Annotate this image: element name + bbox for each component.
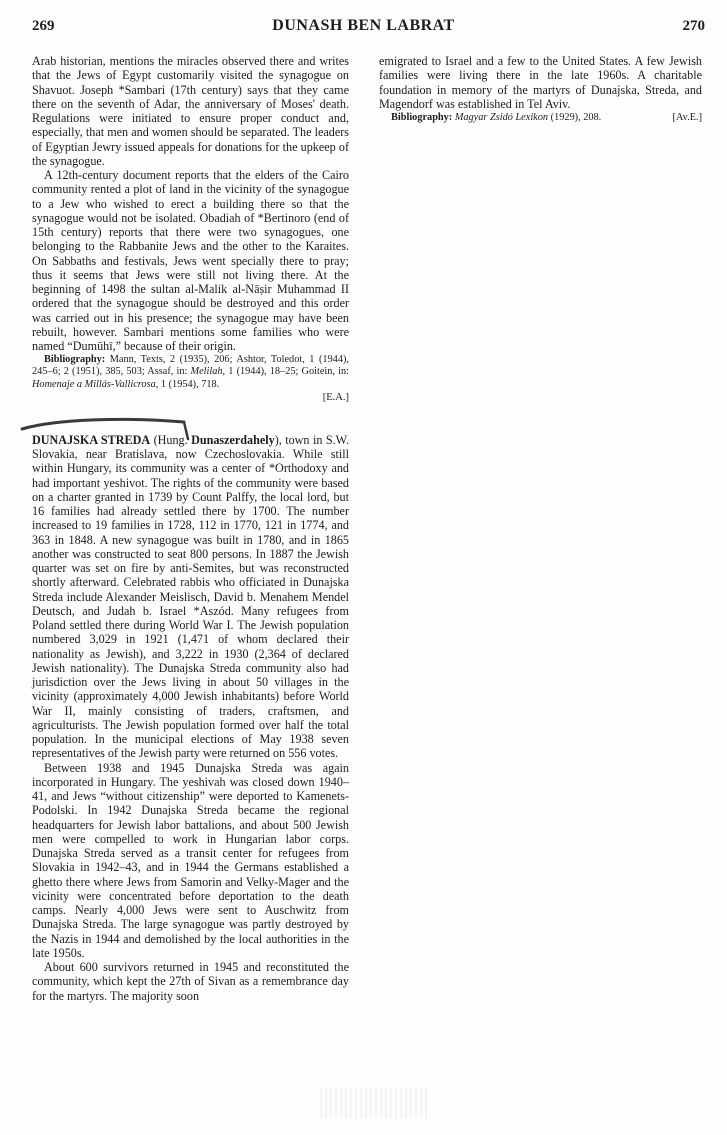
paragraph: emigrated to Israel and a few to the United States. A few Jewish families were living there in the late 1960s. A charitable foundation in memory of the martyrs of Dunajska, Streda, and Magendorf was established in Tel Aviv. (379, 54, 702, 111)
entry-dunajska-streda: DUNAJSKA STREDA (Hung. Dunaszerdahely), town in S.W. Slovakia, near Bratislava, now Czechoslovakia. While still within Hungary, its community was a center of *Orthodoxy and had important yeshivot. The rights of the community were based on a charter granted in 1739 by Count Palffy, the local lord, but 16 families had already settled there by 1700. The number increased to 19 families in 1728, 112 in 1770, 121 in 1774, and 363 in 1848. A new synagogue was built in 1780, and in 1865 another was constructed to seat 800 persons. In 1887 the Jewish quarter was set on fire by anti-Semites, but was reconstructed shortly afterward. Celebrated rabbis who officiated in Dunajska Streda include Alexander Meislisch, David b. Menahem Mendel Deutsch, and Judah b. Israel *Aszód. Many refugees from Poland settled there during World War I. The Jewish population numbered 3,029 in 1921 (1,471 of whom declared their nationality as Jewish), and 3,222 in 1930 (2,364 of declared Jewish nationality). The Dunajska Streda community also had jurisdiction over the Jews living in about 50 villages in the vicinity (approximately 4,000 Jewish inhabitants) before World War II, mainly consisting of traders, craftsmen, and agriculturists. The Jewish population formed over half the total population. In the municipal elections of May 1938 seven representatives of the Jewish party were returned on 556 votes. (32, 432, 349, 761)
entry-separator (32, 405, 349, 433)
bibliography-label: Bibliography: (391, 112, 453, 123)
hungarian-name: Dunaszerdahely (191, 432, 275, 447)
paragraph: A 12th-century document reports that the elders of the Cairo community rented a plot of land in the vicinity of the synagogue to a Jew who wished to erect a building there so that the synagogue would not be isolated. Obadiah of *Bertinoro (end of 15th century) reports that there were two synagogues, one belonging to the Rabbanite Jews and the other to the Karaites. On Sabbaths and festivals, Jews went specially there to pray; thus it seems that Jews were still not living there. At the beginning of 1498 the sultan al-Malik al-Nāṣir Muhammad II ordered that the synagogue should be destroyed and this order was carried out in his presence; the synagogue may have been rebuilt, however. Sambari mentions some families who were named “Dumūhī,” because of their origin. (32, 168, 349, 353)
paragraph: About 600 survivors returned in 1945 and reconstituted the community, which kept the 27th of Sivan as a remembrance day for the martyrs. The majority soon (32, 960, 349, 1003)
bibliography: Bibliography: Magyar Zsidó Lexikon (1929), 208. [Av.E.] (391, 112, 702, 123)
running-header (0, 14, 727, 38)
bibliography: Bibliography: Mann, Texts, 2 (1935), 206; Ashtor, Toledot, 1 (1944), 245–6; 2 (1951), 385, 503; Assaf, in: Melilah, 1 (1944), 18–25; Goitein, in: Homenaje a Millás-Vallicrosa, 1 (1954), 718. (32, 354, 349, 390)
scan-noise (320, 1088, 430, 1118)
entry-headword: DUNAJSKA STREDA (32, 432, 151, 447)
author-signature: [Av.E.] (672, 112, 702, 123)
paragraph: Between 1938 and 1945 Dunajska Streda was again incorporated in Hungary. The yeshivah was closed down 1940–41, and Jews “without citizenship” were deported to Kamenets-Podolski. In 1942 Dunajska Streda became the regional headquarters for Jewish labor battalions, and about 500 Jewish men were compelled to work in Hungarian labor corps. Dunajska Streda served as a transit center for refugees from Slovakia in 1942–43, and in 1944 the Germans established a ghetto there where Jews from Samorin and Velky-Mager and the vicinity were concentrated before deportation to the death camps. Nearly 4,000 Jews were sent to Auschwitz from Dunajska Streda. The large synagogue was partly destroyed by the Nazis in 1944 and demolished by the local authorities in the late 1950s. (32, 760, 349, 960)
author-signature: [E.A.] (322, 391, 349, 403)
running-title: DUNASH BEN LABRAT (272, 17, 455, 34)
page-number-right: 270 (682, 18, 705, 34)
left-column (32, 54, 349, 1003)
page-number-left: 269 (32, 18, 55, 34)
handwritten-bracket-mark (16, 413, 196, 443)
paragraph: Arab historian, mentions the miracles observed there and writes that the Jews of Egypt customarily visited the synagogue on Shavuot. Joseph *Sambari (17th century) says that they came there on the seventh of Adar, the anniversary of Moses' death. Regulations were initiated to ensure proper conduct and, especially, that men and women should be separated. The leaders of Egyptian Jewry issued appeals for donations for the upkeep of the synagogue. (32, 54, 349, 168)
right-column (379, 54, 702, 124)
bibliography-label: Bibliography: (44, 354, 106, 366)
